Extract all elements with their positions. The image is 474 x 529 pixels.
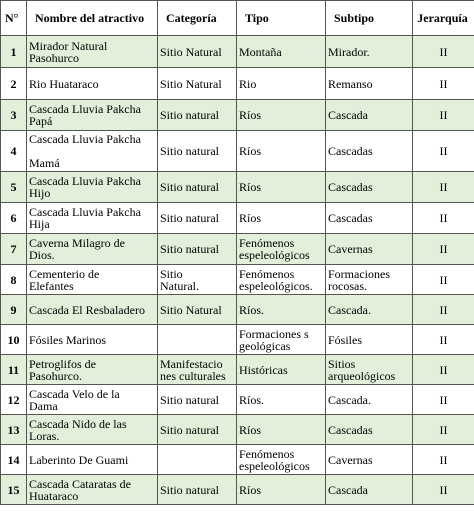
type-cell: Ríos	[237, 100, 326, 131]
category-cell: Sitio Natural.	[158, 265, 237, 295]
row-number: 3	[1, 100, 27, 131]
table-row	[1, 265, 474, 295]
attraction-name: Cascada Lluvia Pakcha Hija	[27, 203, 158, 234]
subtype-cell: Cascadas	[326, 203, 413, 234]
row-number: 8	[1, 265, 27, 295]
subtype-cell: Cascadas	[326, 172, 413, 203]
attraction-name: Cascada Lluvia Pakcha Mamá	[27, 131, 158, 172]
type-cell: Formaciones s geológicas	[237, 325, 326, 355]
table-row	[1, 445, 474, 475]
category-cell: Sitio Natural	[158, 295, 237, 325]
subtype-cell: Cascadas	[326, 131, 413, 172]
category-cell: Sitio natural	[158, 172, 237, 203]
attraction-name: Petroglifos de Pasohurco.	[27, 355, 158, 385]
type-cell: Ríos	[237, 203, 326, 234]
attraction-name: Rio Huataraco	[27, 68, 158, 100]
table-row	[1, 172, 474, 203]
hierarchy-cell: II	[413, 68, 474, 100]
header-category: Categoría	[158, 1, 237, 36]
category-cell: Sitio natural	[158, 234, 237, 265]
type-cell: Montaña	[237, 36, 326, 68]
attraction-name: Cascada Lluvia Pakcha Hijo	[27, 172, 158, 203]
type-cell: Ríos.	[237, 295, 326, 325]
subtype-cell: Cascada	[326, 475, 413, 505]
header-hierarchy: Jerarquía	[413, 1, 474, 36]
table-row	[1, 68, 474, 100]
row-number: 5	[1, 172, 27, 203]
type-cell: Ríos	[237, 475, 326, 505]
category-cell: Sitio natural	[158, 100, 237, 131]
category-cell: Sitio natural	[158, 131, 237, 172]
subtype-cell: Cascadas	[326, 415, 413, 445]
header-number: N°	[1, 1, 27, 36]
attraction-name: Caverna Milagro de Dios.	[27, 234, 158, 265]
hierarchy-cell: II	[413, 100, 474, 131]
type-cell: Históricas	[237, 355, 326, 385]
row-number: 10	[1, 325, 27, 355]
table-row	[1, 234, 474, 265]
row-number: 7	[1, 234, 27, 265]
table-row	[1, 203, 474, 234]
attraction-name: Cascada Nido de las Loras.	[27, 415, 158, 445]
table-row	[1, 131, 474, 172]
row-number: 2	[1, 68, 27, 100]
type-cell: Fenómenos espeleológicos	[237, 445, 326, 475]
table-row	[1, 325, 474, 355]
subtype-cell: Sitios arqueológicos	[326, 355, 413, 385]
table-row	[1, 295, 474, 325]
category-cell: Sitio natural	[158, 415, 237, 445]
row-number: 13	[1, 415, 27, 445]
attraction-name: Cascada Velo de la Dama	[27, 385, 158, 415]
table-row	[1, 475, 474, 505]
row-number: 9	[1, 295, 27, 325]
hierarchy-cell: II	[413, 325, 474, 355]
header-row	[1, 1, 474, 36]
category-cell: Sitio natural	[158, 475, 237, 505]
attraction-name: Mirador Natural Pasohurco	[27, 36, 158, 68]
hierarchy-cell: II	[413, 295, 474, 325]
attraction-name: Cascada Lluvia Pakcha Papá	[27, 100, 158, 131]
hierarchy-cell: II	[413, 172, 474, 203]
type-cell: Ríos.	[237, 385, 326, 415]
category-cell: Sitio natural	[158, 385, 237, 415]
category-cell	[158, 325, 237, 355]
row-number: 12	[1, 385, 27, 415]
category-cell: Sitio Natural	[158, 36, 237, 68]
attraction-name: Cascada El Resbaladero	[27, 295, 158, 325]
header-type: Tipo	[237, 1, 326, 36]
hierarchy-cell: II	[413, 445, 474, 475]
type-cell: Ríos	[237, 415, 326, 445]
header-name: Nombre del atractivo	[27, 1, 158, 36]
category-cell: Sitio natural	[158, 203, 237, 234]
row-number: 14	[1, 445, 27, 475]
subtype-cell: Mirador.	[326, 36, 413, 68]
row-number: 6	[1, 203, 27, 234]
hierarchy-cell: II	[413, 234, 474, 265]
table-row	[1, 355, 474, 385]
type-cell: Ríos	[237, 131, 326, 172]
subtype-cell: Cascada	[326, 100, 413, 131]
subtype-cell: Fósiles	[326, 325, 413, 355]
table-row	[1, 415, 474, 445]
subtype-cell: Cavernas	[326, 234, 413, 265]
hierarchy-cell: II	[413, 203, 474, 234]
hierarchy-cell: II	[413, 475, 474, 505]
hierarchy-cell: II	[413, 131, 474, 172]
subtype-cell: Cavernas	[326, 445, 413, 475]
subtype-cell: Formaciones rocosas.	[326, 265, 413, 295]
row-number: 11	[1, 355, 27, 385]
hierarchy-cell: II	[413, 36, 474, 68]
header-subtype: Subtipo	[326, 1, 413, 36]
attraction-name: Cementerio de Elefantes	[27, 265, 158, 295]
category-cell: Sitio Natural	[158, 68, 237, 100]
type-cell: Ríos	[237, 172, 326, 203]
subtype-cell: Cascada.	[326, 385, 413, 415]
type-cell: Fenómenos espeleológicos.	[237, 265, 326, 295]
hierarchy-cell: II	[413, 415, 474, 445]
table-row	[1, 385, 474, 415]
table-row	[1, 36, 474, 68]
hierarchy-cell: II	[413, 385, 474, 415]
hierarchy-cell: II	[413, 265, 474, 295]
row-number: 4	[1, 131, 27, 172]
row-number: 1	[1, 36, 27, 68]
type-cell: Fenómenos espeleológicos	[237, 234, 326, 265]
subtype-cell: Cascada.	[326, 295, 413, 325]
type-cell: Rio	[237, 68, 326, 100]
attraction-name: Laberinto De Guami	[27, 445, 158, 475]
subtype-cell: Remanso	[326, 68, 413, 100]
category-cell	[158, 445, 237, 475]
attraction-name: Fósiles Marinos	[27, 325, 158, 355]
table-row	[1, 100, 474, 131]
row-number: 15	[1, 475, 27, 505]
attraction-name: Cascada Cataratas de Huataraco	[27, 475, 158, 505]
hierarchy-cell: II	[413, 355, 474, 385]
category-cell: Manifestacio nes culturales	[158, 355, 237, 385]
table-body	[1, 36, 474, 505]
